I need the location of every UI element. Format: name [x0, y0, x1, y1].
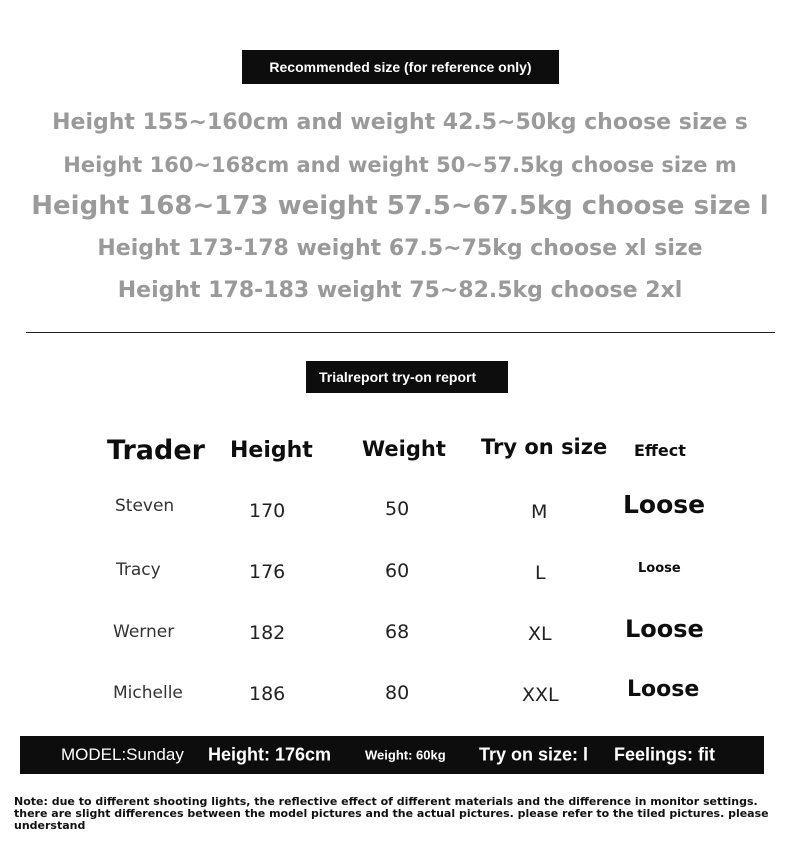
header-height: Height: [230, 438, 313, 463]
model-weight: Weight: 60kg: [365, 747, 446, 763]
height-value: 176: [249, 561, 286, 583]
size-value: L: [535, 562, 546, 584]
weight-value: 68: [385, 621, 410, 643]
model-feelings: Feelings: fit: [614, 744, 716, 765]
model-info-bar: [20, 736, 764, 774]
weight-value: 50: [385, 498, 410, 520]
effect-value: Loose: [625, 615, 704, 643]
trial-report-badge: Trialreport try-on report: [306, 361, 508, 393]
header-try-on-size: Try on size: [481, 435, 608, 459]
size-value: M: [531, 501, 548, 523]
size-recommendation-line: Height 173-178 weight 67.5~75kg choose xl size: [97, 236, 703, 261]
effect-value: Loose: [627, 677, 700, 702]
effect-value: Loose: [638, 561, 681, 576]
model-name: MODEL:Sunday: [61, 745, 184, 764]
trader-name: Werner: [113, 622, 175, 642]
weight-value: 60: [385, 560, 410, 582]
disclaimer-note: Note: due to different shooting lights, the reflective effect of different materials and the difference in monitor settings. there are slight differences between the model pictures and the actual pictures. please refer to the tiled pictures. please understand: [14, 795, 769, 832]
trader-name: Steven: [115, 496, 175, 516]
recommended-size-badge: Recommended size (for reference only): [242, 50, 559, 84]
header-trader: Trader: [107, 435, 205, 466]
model-try-on-size: Try on size: l: [479, 744, 589, 765]
header-effect: Effect: [634, 441, 686, 460]
size-recommendation-line: Height 160~168cm and weight 50~57.5kg choose size m: [63, 153, 737, 177]
size-value: XL: [528, 623, 552, 645]
height-value: 182: [249, 622, 286, 644]
size-recommendation-line: Height 155~160cm and weight 42.5~50kg choose size s: [52, 110, 748, 135]
size-recommendation-line: Height 178-183 weight 75~82.5kg choose 2xl: [117, 278, 683, 303]
section-divider: [26, 332, 775, 333]
size-recommendation-line: Height 168~173 weight 57.5~67.5kg choose size l: [31, 191, 769, 221]
trader-name: Tracy: [116, 560, 161, 580]
trader-name: Michelle: [113, 683, 183, 703]
weight-value: 80: [385, 682, 410, 704]
effect-value: Loose: [623, 490, 706, 519]
height-value: 170: [249, 500, 286, 522]
header-weight: Weight: [362, 437, 446, 461]
model-height: Height: 176cm: [208, 744, 332, 765]
height-value: 186: [249, 683, 286, 705]
size-value: XXL: [522, 684, 559, 706]
